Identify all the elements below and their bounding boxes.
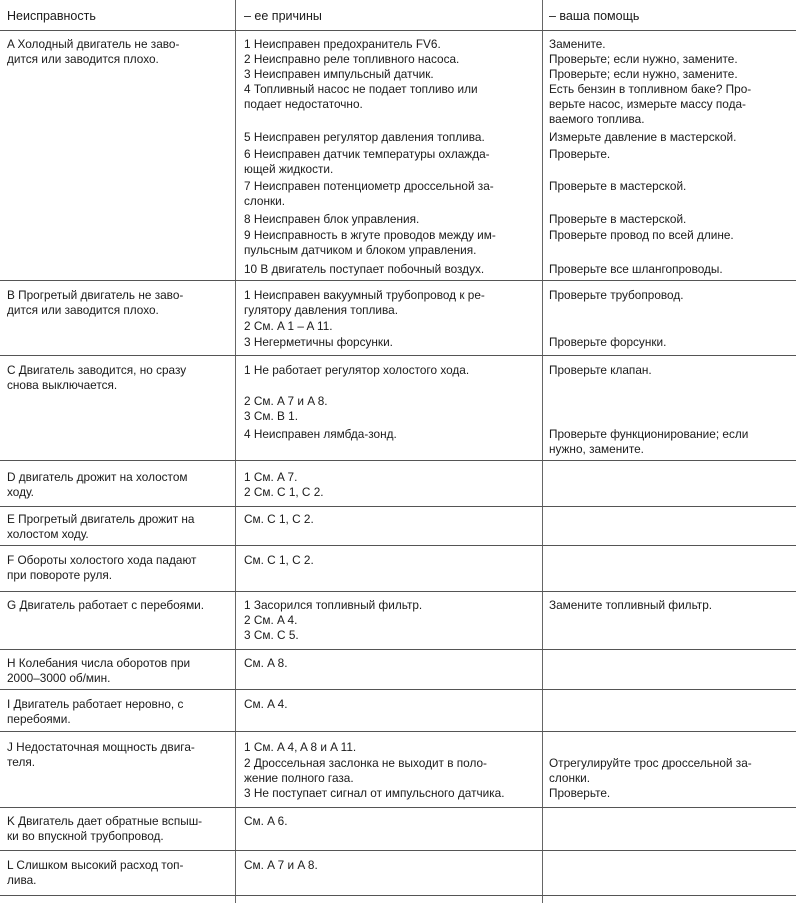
fault-i: I Двигатель работает неровно, с перебоями.	[7, 697, 184, 727]
cause-a8: 8 Неисправен блок управления.	[244, 212, 420, 226]
cause-g2: 2 См. A 4.	[244, 613, 298, 627]
fault-b: B Прогретый двигатель не заво- дится или заводится плохо.	[7, 288, 184, 318]
fix-a5: Измерьте давление в мастерской.	[549, 130, 737, 144]
fix-j2: Отрегулируйте трос дроссельной за- слонки.	[549, 756, 752, 786]
fault-c: C Двигатель заводится, но сразу снова выключается.	[7, 363, 187, 393]
fix-a10: Проверьте все шлангопроводы.	[549, 262, 723, 276]
fix-a9: Проверьте провод по всей длине.	[549, 228, 734, 242]
row-divider	[0, 807, 796, 808]
cause-a5: 5 Неисправен регулятор давления топлива.	[244, 130, 485, 144]
fault-e: E Прогретый двигатель дрожит на холостом ходу.	[7, 512, 195, 542]
cause-g3: 3 См. C 5.	[244, 628, 299, 642]
cause-c2: 2 См. A 7 и A 8.	[244, 394, 328, 408]
fix-c1: Проверьте клапан.	[549, 363, 652, 377]
fix-a4: Есть бензин в топливном баке? Про- верьте насос, измерьте массу пода- ваемого топлива.	[549, 82, 752, 127]
cause-j3: 3 Не поступает сигнал от импульсного датчика.	[244, 786, 505, 800]
fix-j3: Проверьте.	[549, 786, 611, 800]
fault-g: G Двигатель работает с перебоями.	[7, 598, 205, 612]
cause-e1: См. C 1, C 2.	[244, 512, 314, 526]
cause-i1: См. A 4.	[244, 697, 288, 711]
fix-a3: Проверьте; если нужно, замените.	[549, 67, 738, 81]
cause-b3: 3 Негерметичны форсунки.	[244, 335, 393, 349]
fix-b3: Проверьте форсунки.	[549, 335, 667, 349]
cause-d1: 1 См. A 7.	[244, 470, 298, 484]
cause-a9: 9 Неисправность в жгуте проводов между им- пульсным датчиком и блоком управления.	[244, 228, 496, 258]
fix-a7: Проверьте в мастерской.	[549, 179, 687, 193]
column-divider	[542, 0, 543, 903]
header-cause: – ее причины	[244, 9, 322, 23]
fault-d: D двигатель дрожит на холостом ходу.	[7, 470, 188, 500]
cause-b2: 2 См. A 1 – A 11.	[244, 319, 333, 333]
cause-a1: 1 Неисправен предохранитель FV6.	[244, 37, 441, 51]
row-divider	[0, 689, 796, 690]
fix-g1: Замените топливный фильтр.	[549, 598, 713, 612]
fault-l: L Слишком высокий расход топ- лива.	[7, 858, 184, 888]
cause-a7: 7 Неисправен потенциометр дроссельной за- слонки.	[244, 179, 494, 209]
row-divider	[0, 545, 796, 546]
cause-j2: 2 Дроссельная заслонка не выходит в поло- жение полного газа.	[244, 756, 487, 786]
row-divider	[0, 506, 796, 507]
fault-j: J Недостаточная мощность двига- теля.	[7, 740, 195, 770]
fix-a1: Замените.	[549, 37, 606, 51]
row-divider	[0, 30, 796, 31]
fix-a2: Проверьте; если нужно, замените.	[549, 52, 738, 66]
row-divider	[0, 731, 796, 732]
cause-b1: 1 Неисправен вакуумный трубопровод к ре- гулятору давления топлива.	[244, 288, 485, 318]
row-divider	[0, 850, 796, 851]
row-divider	[0, 280, 796, 281]
fix-a6: Проверьте.	[549, 147, 611, 161]
cause-c4: 4 Неисправен лямбда-зонд.	[244, 427, 397, 441]
cause-h1: См. A 8.	[244, 656, 288, 670]
fix-b1: Проверьте трубопровод.	[549, 288, 684, 302]
cause-c1: 1 Не работает регулятор холостого хода.	[244, 363, 470, 377]
cause-f1: См. C 1, C 2.	[244, 553, 314, 567]
cause-g1: 1 Засорился топливный фильтр.	[244, 598, 423, 612]
cause-d2: 2 См. C 1, C 2.	[244, 485, 324, 499]
header-fault: Неисправность	[7, 9, 96, 23]
cause-j1: 1 См. A 4, A 8 и A 11.	[244, 740, 357, 754]
fault-a: A Холодный двигатель не заво- дится или заводится плохо.	[7, 37, 180, 67]
fault-f: F Обороты холостого хода падают при повороте руля.	[7, 553, 197, 583]
header-fix: – ваша помощь	[549, 9, 640, 23]
fix-a8: Проверьте в мастерской.	[549, 212, 687, 226]
cause-a10: 10 В двигатель поступает побочный воздух.	[244, 262, 485, 276]
row-divider	[0, 460, 796, 461]
row-divider	[0, 649, 796, 650]
row-divider	[0, 355, 796, 356]
cause-a6: 6 Неисправен датчик температуры охлаждa- ющей жидкости.	[244, 147, 490, 177]
row-divider	[0, 895, 796, 896]
cause-a2: 2 Неисправно реле топливного насоса.	[244, 52, 460, 66]
fault-h: H Колебания числа оборотов при 2000–3000 об/мин.	[7, 656, 191, 686]
cause-a3: 3 Неисправен импульсный датчик.	[244, 67, 434, 81]
cause-k1: См. A 6.	[244, 814, 288, 828]
cause-a4: 4 Топливный насос не подает топливо или подает недостаточно.	[244, 82, 478, 112]
cause-l1: См. A 7 и A 8.	[244, 858, 318, 872]
column-divider	[235, 0, 236, 903]
fix-c4: Проверьте функционирование; если нужно, замените.	[549, 427, 749, 457]
cause-c3: 3 См. B 1.	[244, 409, 299, 423]
row-divider	[0, 591, 796, 592]
fault-k: K Двигатель дает обратные вспыш- ки во впускной трубопровод.	[7, 814, 203, 844]
